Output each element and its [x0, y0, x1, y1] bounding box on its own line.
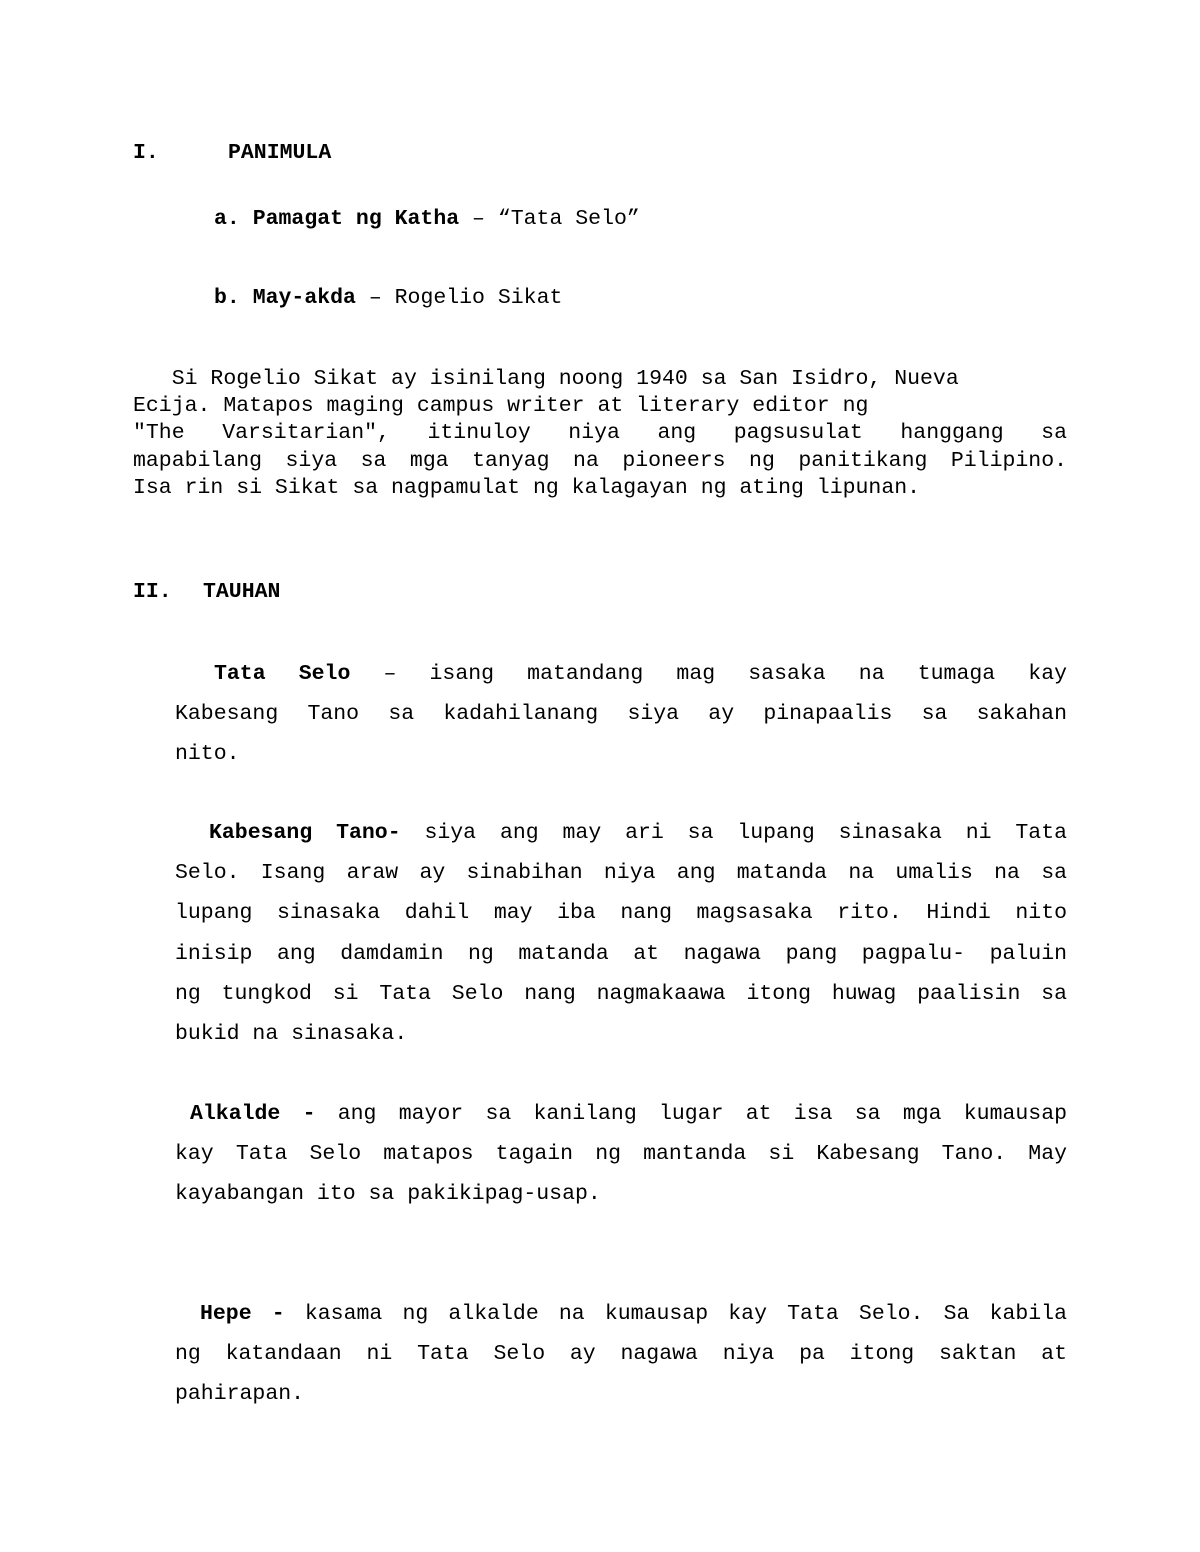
character-first-line: Tata Selo – isang matandang mag sasaka na tumaga kay — [214, 662, 1067, 686]
paragraph-line: mapabilang siya sa mga tanyag na pioneers ng panitikang Pilipino. — [133, 448, 1067, 473]
paragraph-line: Si Rogelio Sikat ay isinilang noong 1940 sa San Isidro, Nueva — [133, 367, 959, 391]
character-first-line: Alkalde - ang mayor sa kanilang lugar at isa sa mga kumausap — [190, 1102, 1067, 1126]
author-label: b. May-akda — [214, 286, 356, 310]
paragraph-line: "The Varsitarian", itinuloy niya ang pagsusulat hanggang sa — [133, 421, 1067, 446]
character-line: nito. — [175, 742, 240, 767]
paragraph-line: Isa rin si Sikat sa nagpamulat ng kalagayan ng ating lipunan. — [133, 475, 921, 500]
character-name: Alkalde - — [190, 1102, 316, 1126]
title-of-story-item — [214, 207, 640, 231]
paragraph-line: Ecija. Matapos maging campus writer at literary editor ng — [133, 394, 869, 419]
author-item — [214, 286, 562, 310]
character-kabesang-tano — [175, 813, 1067, 1054]
character-first-line: Hepe - kasama ng alkalde na kumausap kay Tata Selo. Sa kabila — [200, 1302, 1067, 1326]
character-line: inisip ang damdamin ng matanda at nagawa pang pagpalu- paluin — [175, 941, 1067, 966]
character-line: bukid na sinasaka. — [175, 1022, 408, 1047]
character-first-line: Kabesang Tano- siya ang may ari sa lupang sinasaka ni Tata — [209, 821, 1067, 845]
character-hepe — [175, 1294, 1067, 1415]
character-line: kayabangan ito sa pakikipag-usap. — [175, 1182, 601, 1207]
character-line: ng tungkod si Tata Selo nang nagmakaawa itong huwag paalisin sa — [175, 981, 1067, 1006]
character-name: Hepe - — [200, 1302, 285, 1326]
character-alkalde — [175, 1094, 1067, 1215]
title-of-story-value: – “Tata Selo” — [459, 207, 640, 231]
character-tata-selo — [175, 654, 1067, 775]
title-of-story-label: a. Pamagat ng Katha — [214, 207, 460, 231]
section-2-number: II. — [133, 580, 172, 604]
author-value: – Rogelio Sikat — [355, 286, 563, 310]
section-1-number: I. — [133, 141, 159, 165]
character-line: kay Tata Selo matapos tagain ng mantanda si Kabesang Tano. May — [175, 1142, 1067, 1167]
character-line: pahirapan. — [175, 1382, 305, 1407]
character-name: Kabesang Tano- — [209, 821, 401, 845]
section-2-title: TAUHAN — [203, 580, 281, 604]
character-line: ng katandaan ni Tata Selo ay nagawa niya pa itong saktan at — [175, 1342, 1067, 1367]
author-paragraph — [133, 366, 1067, 502]
character-line: lupang sinasaka dahil may iba nang magsasaka rito. Hindi nito — [175, 901, 1067, 926]
section-1-title: PANIMULA — [228, 141, 332, 165]
character-line: Selo. Isang araw ay sinabihan niya ang matanda na umalis na sa — [175, 861, 1067, 886]
character-name: Tata Selo — [214, 662, 351, 686]
character-line: Kabesang Tano sa kadahilanang siya ay pinapaalis sa sakahan — [175, 702, 1067, 727]
